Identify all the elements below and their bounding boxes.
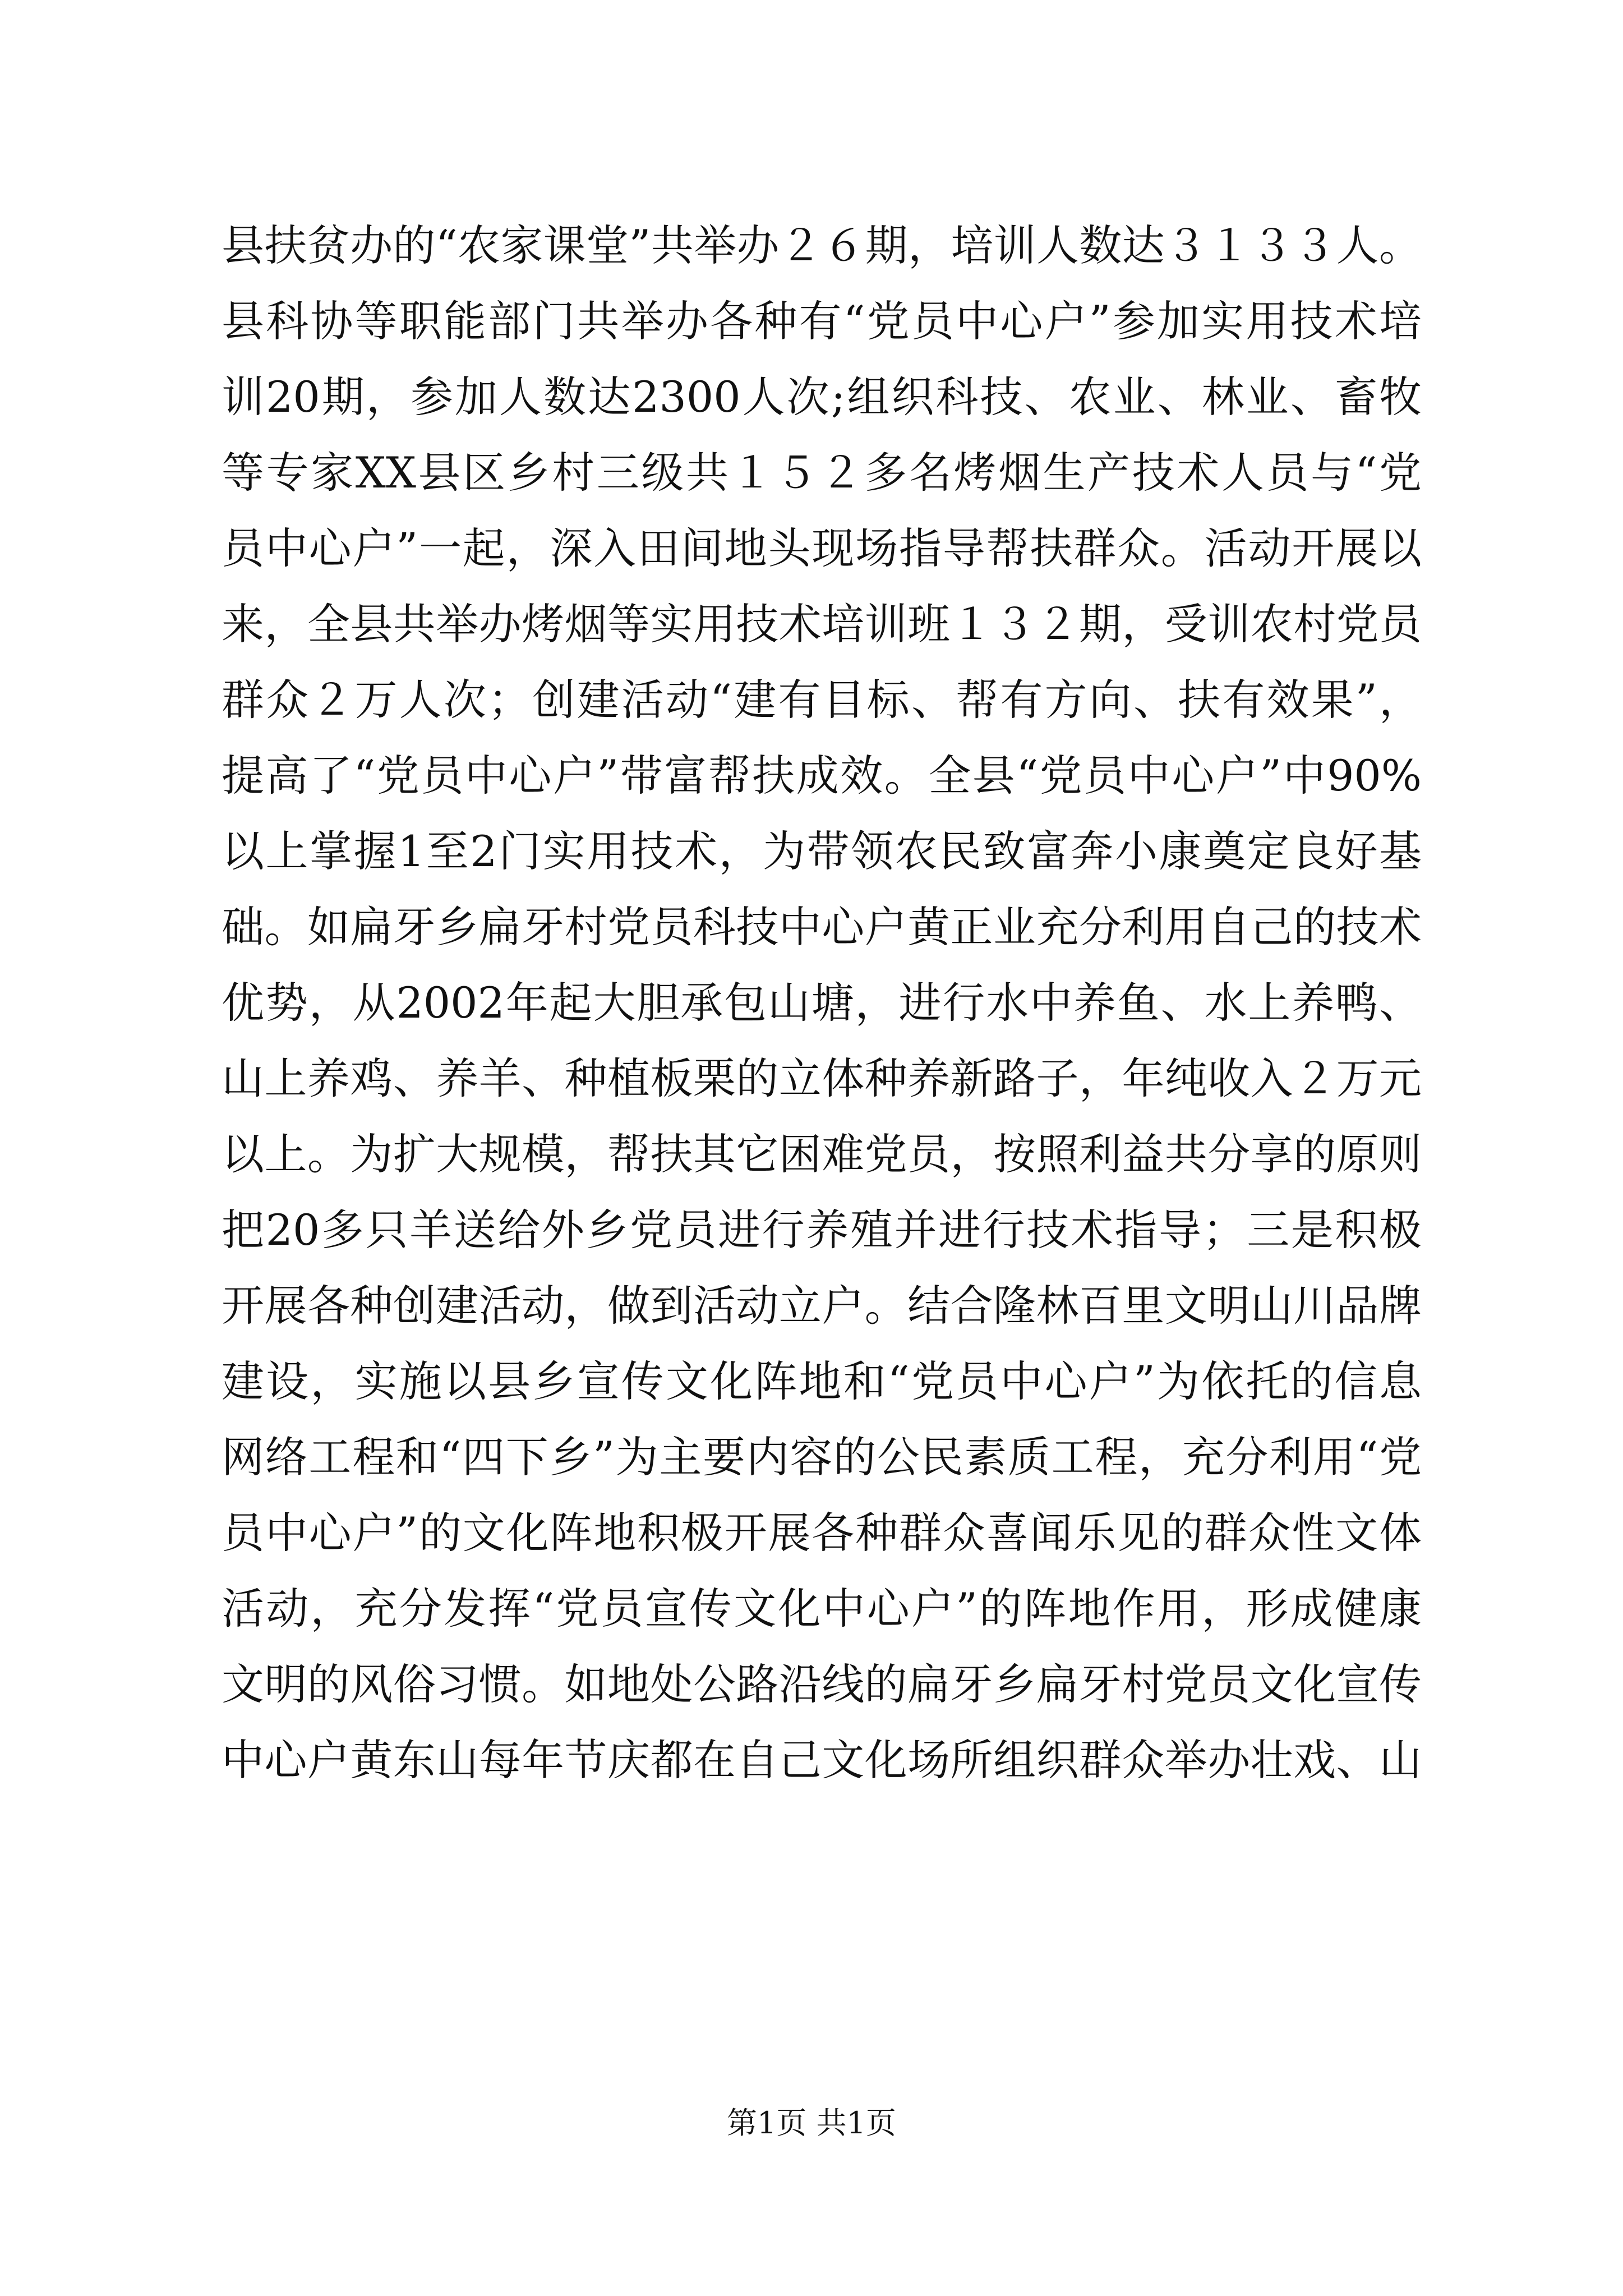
text-line: 县扶贫办的“农家课堂”共举办２６期，培训人数达３１３３人。 [222,220,1422,270]
text-line: 优势，从2002年起大胆承包山塘，进行水中养鱼、水上养鸭、 [222,978,1422,1028]
text-line: 把20多只羊送给外乡党员进行养殖并进行技术指导；三是积极 [222,1205,1422,1255]
text-line: 山上养鸡、养羊、种植板栗的立体种养新路子，年纯收入２万元 [222,1053,1422,1103]
text-line: 活动，充分发挥“党员宣传文化中心户”的阵地作用，形成健康 [222,1584,1422,1634]
text-line: 群众２万人次；创建活动“建有目标、帮有方向、扶有效果”， [222,675,1422,725]
text-line: 网络工程和“四下乡”为主要内容的公民素质工程，充分利用“党 [222,1432,1422,1482]
text-line: 以上掌握1至2门实用技术，为带领农民致富奔小康奠定良好基 [222,826,1422,876]
text-line: 提高了“党员中心户”带富帮扶成效。全县“党员中心户”中90% [222,751,1422,800]
page-number-label: 第1页 共1页 [727,2105,896,2141]
text-line: 训20期，参加人数达2300人次;组织科技、农业、林业、畜牧 [222,372,1422,422]
text-line: 等专家XX县区乡村三级共１５２多名烤烟生产技术人员与“党 [222,448,1422,498]
text-line: 县科协等职能部门共举办各种有“党员中心户”参加实用技术培 [222,296,1422,346]
body-text [222,208,1422,1798]
text-line: 员中心户”的文化阵地积极开展各种群众喜闻乐见的群众性文体 [222,1508,1422,1558]
text-line: 来，全县共举办烤烟等实用技术培训班１３２期，受训农村党员 [222,599,1422,649]
page-footer [0,2101,1623,2146]
text-line: 建设，实施以县乡宣传文化阵地和“党员中心户”为依托的信息 [222,1356,1422,1406]
text-line: 文明的风俗习惯。如地处公路沿线的扁牙乡扁牙村党员文化宣传 [222,1659,1422,1709]
text-line: 以上。为扩大规模，帮扶其它困难党员，按照利益共分享的原则 [222,1129,1422,1179]
text-line: 中心户黄东山每年节庆都在自己文化场所组织群众举办壮戏、山 [222,1735,1422,1785]
text-line: 础。如扁牙乡扁牙村党员科技中心户黄正业充分利用自己的技术 [222,902,1422,952]
text-line: 员中心户”一起，深入田间地头现场指导帮扶群众。活动开展以 [222,523,1422,573]
text-line: 开展各种创建活动，做到活动立户。结合隆林百里文明山川品牌 [222,1281,1422,1331]
